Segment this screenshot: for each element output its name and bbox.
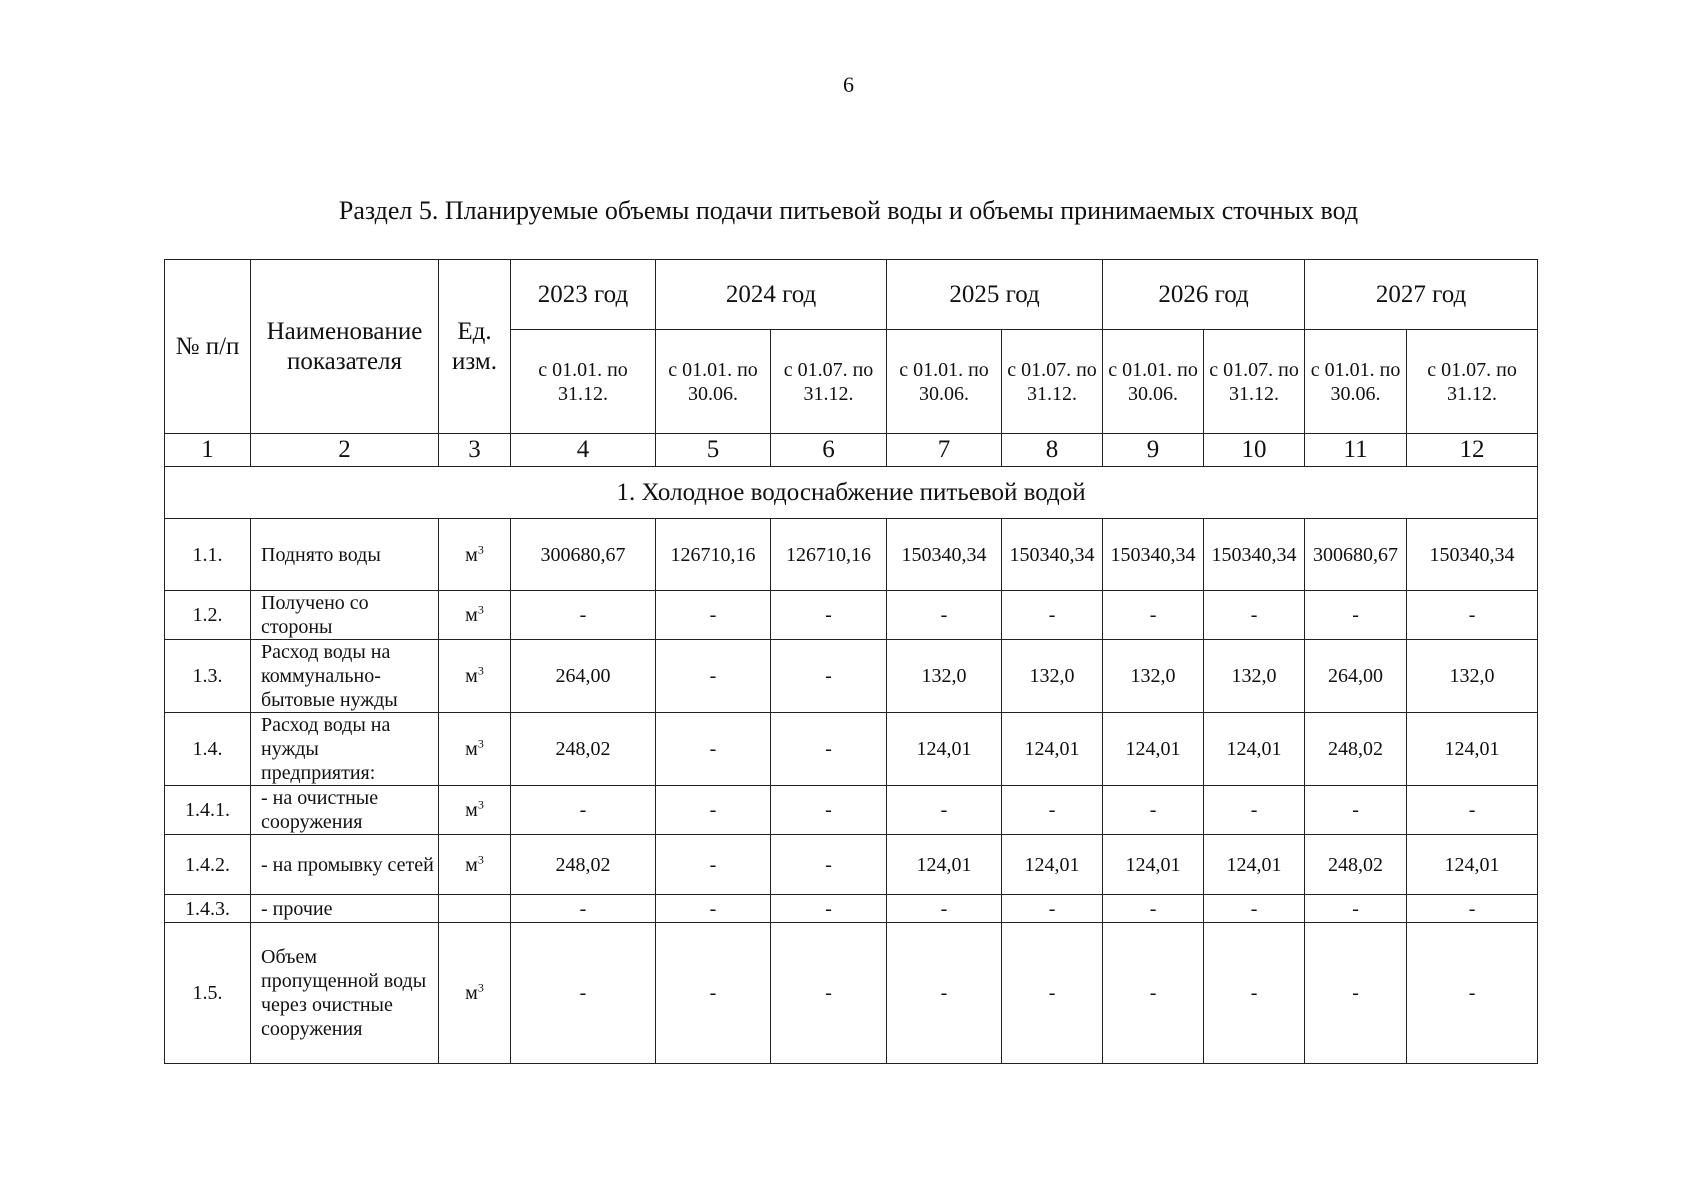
value-cell: - xyxy=(1002,591,1103,640)
column-number: 1 xyxy=(165,434,251,467)
value-cell: - xyxy=(511,923,656,1064)
value-cell: 126710,16 xyxy=(656,519,771,591)
value-cell: - xyxy=(887,591,1002,640)
table-row xyxy=(165,895,1538,923)
column-number: 7 xyxy=(887,434,1002,467)
value-cell: - xyxy=(771,713,887,786)
table-row xyxy=(165,786,1538,835)
value-cell: 126710,16 xyxy=(771,519,887,591)
water-volumes-table xyxy=(164,259,1538,1064)
value-cell: - xyxy=(771,923,887,1064)
row-number: 1.1. xyxy=(165,519,251,591)
value-cell: - xyxy=(1305,591,1407,640)
row-number: 1.4.1. xyxy=(165,786,251,835)
section-heading-row xyxy=(165,467,1538,519)
unit-base: м xyxy=(465,799,478,821)
header-col-unit: Ед. изм. xyxy=(439,260,511,434)
header-col-name: Наименование показателя xyxy=(251,260,439,434)
unit-superscript: 3 xyxy=(477,851,484,866)
row-number: 1.4.3. xyxy=(165,895,251,923)
value-cell: 124,01 xyxy=(887,713,1002,786)
column-number: 6 xyxy=(771,434,887,467)
value-cell: 124,01 xyxy=(1204,713,1305,786)
value-cell: 150340,34 xyxy=(1103,519,1204,591)
section-heading: 1. Холодное водоснабжение питьевой водой xyxy=(165,467,1538,519)
table-row xyxy=(165,591,1538,640)
unit-superscript: 3 xyxy=(477,602,484,617)
header-period: с 01.01. по 30.06. xyxy=(656,330,771,434)
unit-cell xyxy=(439,923,511,1064)
column-number: 8 xyxy=(1002,434,1103,467)
value-cell: - xyxy=(1204,923,1305,1064)
header-period: с 01.07. по 31.12. xyxy=(771,330,887,434)
value-cell: - xyxy=(1002,923,1103,1064)
column-number: 9 xyxy=(1103,434,1204,467)
value-cell: - xyxy=(887,786,1002,835)
value-cell: - xyxy=(1103,895,1204,923)
value-cell: - xyxy=(771,895,887,923)
table-row xyxy=(165,923,1538,1064)
value-cell: - xyxy=(511,786,656,835)
unit-base: м xyxy=(465,543,478,566)
value-cell: - xyxy=(1407,786,1538,835)
value-cell: 150340,34 xyxy=(1002,519,1103,591)
value-cell: 124,01 xyxy=(1002,835,1103,895)
unit-base: м xyxy=(465,665,478,687)
header-period: с 01.01. по 30.06. xyxy=(887,330,1002,434)
header-period: с 01.07. по 31.12. xyxy=(1204,330,1305,434)
value-cell: - xyxy=(771,640,887,713)
header-period: с 01.01. по 31.12. xyxy=(511,330,656,434)
value-cell: - xyxy=(1204,591,1305,640)
value-cell: 124,01 xyxy=(1103,835,1204,895)
value-cell: - xyxy=(887,895,1002,923)
header-year-2023: 2023 год xyxy=(511,260,656,330)
row-number: 1.5. xyxy=(165,923,251,1064)
column-number: 5 xyxy=(656,434,771,467)
header-year-2024: 2024 год xyxy=(656,260,887,330)
value-cell: - xyxy=(656,786,771,835)
unit-cell xyxy=(439,713,511,786)
indicator-name: Расход воды на нужды предприятия: xyxy=(251,713,439,786)
value-cell: - xyxy=(511,895,656,923)
table-row xyxy=(165,640,1538,713)
indicator-name: Объем пропущенной воды через очистные сооружения xyxy=(251,923,439,1064)
value-cell: - xyxy=(1204,895,1305,923)
value-cell: - xyxy=(1305,923,1407,1064)
value-cell: - xyxy=(656,895,771,923)
value-cell: 132,0 xyxy=(1002,640,1103,713)
value-cell: 124,01 xyxy=(1204,835,1305,895)
value-cell: - xyxy=(771,786,887,835)
indicator-name: Расход воды на коммунально-бытовые нужды xyxy=(251,640,439,713)
unit-superscript: 3 xyxy=(477,736,484,751)
section-title: Раздел 5. Планируемые объемы подачи питьевой воды и объемы принимаемых сточных вод xyxy=(338,196,1359,225)
value-cell: 150340,34 xyxy=(1407,519,1538,591)
value-cell: - xyxy=(1305,895,1407,923)
header-period: с 01.07. по 31.12. xyxy=(1407,330,1538,434)
unit-superscript: 3 xyxy=(477,797,484,812)
header-year-2027: 2027 год xyxy=(1305,260,1538,330)
value-cell: - xyxy=(656,591,771,640)
indicator-name: - на очистные сооружения xyxy=(251,786,439,835)
value-cell: 132,0 xyxy=(1407,640,1538,713)
value-cell: 248,02 xyxy=(511,713,656,786)
unit-superscript: 3 xyxy=(477,980,484,995)
header-period: с 01.01. по 30.06. xyxy=(1305,330,1407,434)
value-cell: - xyxy=(1204,786,1305,835)
value-cell: - xyxy=(511,591,656,640)
value-cell: 150340,34 xyxy=(887,519,1002,591)
header-year-2025: 2025 год xyxy=(887,260,1103,330)
value-cell: 264,00 xyxy=(1305,640,1407,713)
header-period: с 01.07. по 31.12. xyxy=(1002,330,1103,434)
unit-base: м xyxy=(465,982,478,1004)
table-row xyxy=(165,713,1538,786)
value-cell: 132,0 xyxy=(1204,640,1305,713)
value-cell: 300680,67 xyxy=(511,519,656,591)
unit-base: м xyxy=(465,604,478,626)
value-cell: - xyxy=(656,835,771,895)
indicator-name: Получено со стороны xyxy=(251,591,439,640)
value-cell: 132,0 xyxy=(1103,640,1204,713)
value-cell: - xyxy=(1103,786,1204,835)
header-year-2026: 2026 год xyxy=(1103,260,1305,330)
unit-cell xyxy=(439,835,511,895)
unit-superscript: 3 xyxy=(477,541,484,556)
value-cell: - xyxy=(1407,591,1538,640)
value-cell: - xyxy=(1407,895,1538,923)
page-number: 6 xyxy=(843,72,854,97)
value-cell: 264,00 xyxy=(511,640,656,713)
unit-superscript: 3 xyxy=(477,663,484,678)
unit-cell xyxy=(439,786,511,835)
column-number: 10 xyxy=(1204,434,1305,467)
table-row xyxy=(165,519,1538,591)
column-number: 11 xyxy=(1305,434,1407,467)
value-cell: 248,02 xyxy=(511,835,656,895)
value-cell: - xyxy=(656,640,771,713)
table-row xyxy=(165,835,1538,895)
indicator-name: - прочие xyxy=(251,895,439,923)
value-cell: 132,0 xyxy=(887,640,1002,713)
column-numbering-row xyxy=(165,434,1538,467)
header-col-number: № п/п xyxy=(165,260,251,434)
unit-cell xyxy=(439,591,511,640)
unit-base: м xyxy=(465,853,478,876)
value-cell: - xyxy=(1305,786,1407,835)
value-cell: - xyxy=(1002,786,1103,835)
value-cell: 124,01 xyxy=(1407,835,1538,895)
value-cell: 300680,67 xyxy=(1305,519,1407,591)
unit-cell xyxy=(439,519,511,591)
row-number: 1.3. xyxy=(165,640,251,713)
value-cell: - xyxy=(1002,895,1103,923)
value-cell: 248,02 xyxy=(1305,835,1407,895)
value-cell: 248,02 xyxy=(1305,713,1407,786)
indicator-name: Поднято воды xyxy=(251,519,439,591)
value-cell: 124,01 xyxy=(1407,713,1538,786)
value-cell: - xyxy=(771,591,887,640)
column-number: 12 xyxy=(1407,434,1538,467)
row-number: 1.4. xyxy=(165,713,251,786)
row-number: 1.4.2. xyxy=(165,835,251,895)
value-cell: - xyxy=(1103,591,1204,640)
column-number: 2 xyxy=(251,434,439,467)
value-cell: 124,01 xyxy=(1002,713,1103,786)
value-cell: - xyxy=(1103,923,1204,1064)
value-cell: - xyxy=(887,923,1002,1064)
indicator-name: - на промывку сетей xyxy=(251,835,439,895)
value-cell: 150340,34 xyxy=(1204,519,1305,591)
header-period: с 01.01. по 30.06. xyxy=(1103,330,1204,434)
column-number: 4 xyxy=(511,434,656,467)
value-cell: - xyxy=(771,835,887,895)
unit-base: м xyxy=(465,738,478,760)
value-cell: - xyxy=(656,713,771,786)
value-cell: 124,01 xyxy=(887,835,1002,895)
value-cell: - xyxy=(656,923,771,1064)
value-cell: - xyxy=(1407,923,1538,1064)
value-cell: 124,01 xyxy=(1103,713,1204,786)
row-number: 1.2. xyxy=(165,591,251,640)
unit-cell xyxy=(439,895,511,923)
unit-cell xyxy=(439,640,511,713)
column-number: 3 xyxy=(439,434,511,467)
